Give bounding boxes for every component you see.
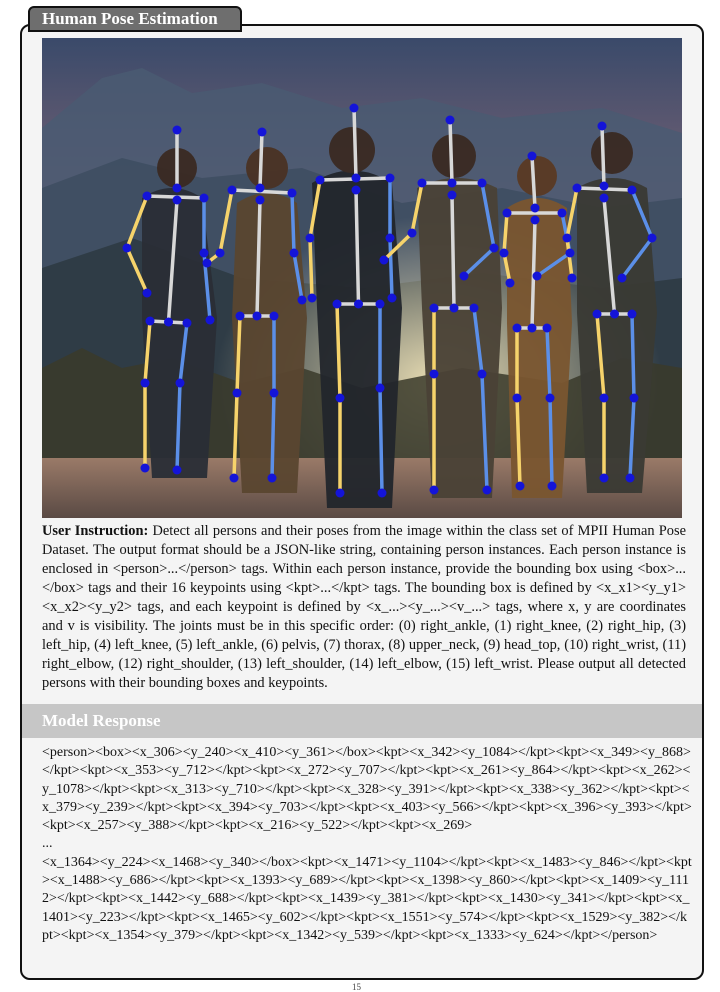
keypoint [350,104,359,113]
skeleton-limb [272,393,274,478]
keypoint [630,394,639,403]
keypoint [548,482,557,491]
skeleton-limb [310,238,312,298]
keypoint [173,196,182,205]
skeleton-limb [390,238,392,298]
keypoint [513,394,522,403]
keypoint [216,249,225,258]
keypoint [233,389,242,398]
keypoint [336,394,345,403]
keypoint [448,179,457,188]
keypoint [173,126,182,135]
keypoint [200,194,209,203]
keypoint [173,184,182,193]
keypoint [173,466,182,475]
keypoint [430,370,439,379]
skeleton-limb [292,193,294,253]
keypoint [460,272,469,281]
keypoint [568,274,577,283]
keypoint [176,379,185,388]
keypoint [503,209,512,218]
keypoint [183,319,192,328]
keypoint [600,394,609,403]
keypoint [388,294,397,303]
keypoint [490,244,499,253]
keypoint [386,174,395,183]
keypoint [146,317,155,326]
keypoint [566,249,575,258]
keypoint [288,189,297,198]
keypoint [164,318,173,327]
keypoint [593,310,602,319]
keypoint [600,194,609,203]
skeleton-limb [602,126,604,186]
keypoint [626,474,635,483]
keypoint [563,234,572,243]
keypoint [333,300,342,309]
keypoint [610,310,619,319]
keypoint [531,216,540,225]
keypoint [446,116,455,125]
keypoint [236,312,245,321]
keypoint [506,279,515,288]
keypoint [298,296,307,305]
keypoint [290,249,299,258]
keypoint [206,316,215,325]
keypoint [141,379,150,388]
keypoint [306,234,315,243]
keypoint [408,229,417,238]
keypoint [478,179,487,188]
panel-title: Human Pose Estimation [28,6,242,32]
keypoint [470,304,479,313]
keypoint [450,304,459,313]
keypoint [123,244,132,253]
instruction-text: Detect all persons and their poses from the image within the class set of MPII Human Pose Dataset. The output format should be a JSON-like string, containing person instances. Each person instance is enclosed in <person>...</person> tags. Within each person instance, provide the bounding box using <box>...</box> tags and their 16 keypoints using <kpt>...</kpt> tags. The bounding box is defined by <x_x1><y_y1><x_x2><y_y2> tags, and each keypoint is defined by <x_...><y_...><v_...> tags, where x, y are coordinates and v is visibility. The joints must be in this specific order: (0) right_ankle, (1) right_knee, (2) right_hip, (3) left_hip, (4) left_knee, (5) left_ankle, (6) pelvis, (7) thorax, (8) upper_neck, (9) head_top, (10) right_wrist, (11) right_elbow, (12) right_shoulder, (13) left_shoulder, (14) left_elbow, (15) left_wrist. Please output all detected persons with their bounding boxes and keypoints. [42,523,686,691]
keypoint [558,209,567,218]
keypoint [516,482,525,491]
keypoint [598,122,607,131]
keypoint [543,324,552,333]
keypoint [386,234,395,243]
keypoint [230,474,239,483]
keypoint [354,300,363,309]
keypoint [256,196,265,205]
response-ellipsis: ... [42,836,53,852]
skeleton-limb [354,108,356,178]
keypoint [513,324,522,333]
keypoint [258,128,267,137]
skeleton-limb [452,195,454,308]
keypoint [316,176,325,185]
keypoint [528,152,537,161]
keypoint [268,474,277,483]
keypoint [478,370,487,379]
keypoint [648,234,657,243]
keypoint [531,204,540,213]
person-2 [232,193,307,493]
keypoint [546,394,555,403]
keypoint [270,312,279,321]
skeleton-limb [260,132,262,188]
keypoint [378,489,387,498]
model-response-header: Model Response [22,704,702,738]
page-number: 15 [352,982,361,992]
keypoint [628,310,637,319]
model-response [42,744,692,945]
keypoint [270,389,279,398]
keypoint [448,191,457,200]
keypoint [376,300,385,309]
keypoint [483,486,492,495]
keypoint [143,289,152,298]
keypoint [143,192,152,201]
skeleton-limb [550,398,552,486]
keypoint [308,294,317,303]
keypoint [200,249,209,258]
keypoint [430,486,439,495]
keypoint [256,184,265,193]
keypoint [228,186,237,195]
keypoint [336,489,345,498]
keypoint [352,174,361,183]
keypoint [628,186,637,195]
keypoint [600,474,609,483]
keypoint [352,186,361,195]
pose-photo [42,38,682,518]
instruction-label: User Instruction: [42,523,149,539]
response-part-1: <person><box><x_306><y_240><x_410><y_361></box><kpt><x_342><y_1084></kpt><kpt><x_349><y_868></kpt><kpt><x_353><y_712></kpt><kpt><x_272><y_707></kpt><kpt><x_261><y_864></kpt><kpt><x_262><y_1078></kpt><kpt><x_313><y_710></kpt><kpt><x_328><y_391></kpt><kpt><x_338><y_362></kpt><kpt><x_379><y_239></kpt><kpt><x_394><y_703></kpt><kpt><x_403><y_566></kpt><kpt><x_396><y_393></kpt><kpt><x_257><y_388></kpt><kpt><x_216><y_522></kpt><kpt><x_269> [42,745,692,834]
skeleton-limb [450,120,452,183]
keypoint [600,182,609,191]
keypoint [500,249,509,258]
skeleton-limb [356,190,359,304]
skeleton-limb [632,314,634,398]
keypoint [380,256,389,265]
keypoint [573,184,582,193]
keypoint [618,274,627,283]
keypoint [533,272,542,281]
keypoint [528,324,537,333]
keypoint [430,304,439,313]
keypoint [141,464,150,473]
keypoint [203,259,212,268]
keypoint [418,179,427,188]
user-instruction [42,522,686,693]
keypoint [376,384,385,393]
response-part-2: <x_1364><y_224><x_1468><y_340></box><kpt><x_1471><y_1104></kpt><kpt><x_1483><y_846></kpt><kpt><x_1488><y_686></kpt><kpt><x_1393><y_689></kpt><kpt><x_1398><y_860></kpt><kpt><x_1409><y_1112></kpt><kpt><x_1442><y_688></kpt><kpt><x_1439><y_381></kpt><kpt><x_1430><y_341></kpt><kpt><x_1401><y_223></kpt><kpt><x_1465><y_602></kpt><kpt><x_1551><y_574></kpt><kpt><x_1529><y_382></kpt><kpt><x_1354><y_379></kpt><kpt><x_1342><y_539></kpt><kpt><x_1333><y_624></kpt></person> [42,854,692,943]
skeleton-limb [380,388,382,493]
keypoint [253,312,262,321]
